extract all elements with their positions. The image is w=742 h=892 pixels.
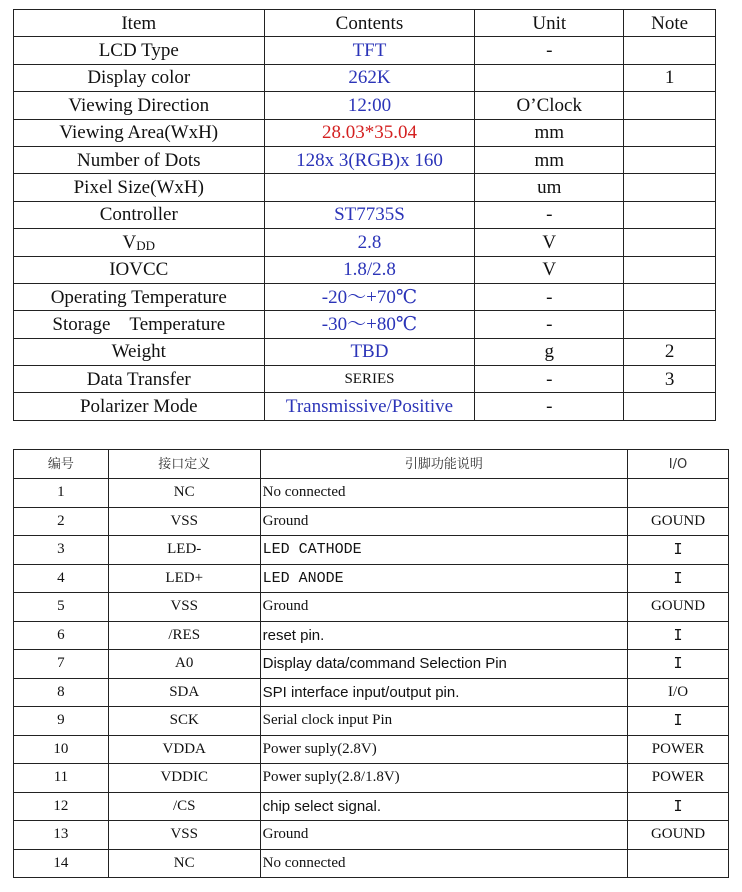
spec-note <box>624 311 716 338</box>
pin-description: Ground <box>260 593 627 622</box>
spec-unit: - <box>475 311 624 338</box>
pin-name: VSS <box>108 821 260 850</box>
pin-number: 13 <box>14 821 109 850</box>
spec-contents: -20～+70℃ <box>264 283 475 310</box>
spec-row <box>14 366 716 393</box>
pin-name: VDDIC <box>108 764 260 793</box>
specification-table <box>13 9 716 421</box>
pin-description: Power suply(2.8/1.8V) <box>260 764 627 793</box>
pin-header-row <box>14 450 729 479</box>
pin-number: 7 <box>14 650 109 679</box>
pin-header-number: 编号 <box>14 450 109 479</box>
pin-row <box>14 536 729 565</box>
pin-row <box>14 507 729 536</box>
pin-name: /CS <box>108 792 260 821</box>
pin-description: Serial clock input Pin <box>260 707 627 736</box>
spec-note <box>624 174 716 201</box>
pin-io: I <box>628 792 729 821</box>
pin-description: LED CATHODE <box>260 536 627 565</box>
spec-header-unit: Unit <box>475 10 624 37</box>
pin-number: 4 <box>14 564 109 593</box>
spec-note: 3 <box>624 366 716 393</box>
spec-note <box>624 229 716 256</box>
spec-contents: TBD <box>264 338 475 365</box>
spec-contents: 262K <box>264 64 475 91</box>
spec-note <box>624 283 716 310</box>
spec-unit: - <box>475 393 624 420</box>
spec-contents: 12:00 <box>264 92 475 119</box>
spec-note <box>624 256 716 283</box>
spec-item: Viewing Direction <box>14 92 265 119</box>
spec-note <box>624 393 716 420</box>
pin-number: 5 <box>14 593 109 622</box>
spec-row <box>14 201 716 228</box>
spec-unit: mm <box>475 146 624 173</box>
pin-name: A0 <box>108 650 260 679</box>
pin-io <box>628 479 729 508</box>
spec-item: Storage Temperature <box>14 311 265 338</box>
pin-row <box>14 564 729 593</box>
spec-item: IOVCC <box>14 256 265 283</box>
pin-row <box>14 678 729 707</box>
pin-name: /RES <box>108 621 260 650</box>
spec-contents: TFT <box>264 37 475 64</box>
spec-row <box>14 283 716 310</box>
pin-number: 11 <box>14 764 109 793</box>
spec-row <box>14 311 716 338</box>
pin-number: 12 <box>14 792 109 821</box>
pin-name: VDDA <box>108 735 260 764</box>
spec-unit: g <box>475 338 624 365</box>
pin-description: No connected <box>260 479 627 508</box>
spec-item: Number of Dots <box>14 146 265 173</box>
spec-unit: V <box>475 256 624 283</box>
spec-item: Viewing Area(WxH) <box>14 119 265 146</box>
spec-item: Polarizer Mode <box>14 393 265 420</box>
pin-number: 1 <box>14 479 109 508</box>
pin-description: Display data/command Selection Pin <box>260 650 627 679</box>
spec-row <box>14 92 716 119</box>
pin-description: reset pin. <box>260 621 627 650</box>
pin-row <box>14 707 729 736</box>
pin-io: I <box>628 536 729 565</box>
pin-name: VSS <box>108 507 260 536</box>
pin-row <box>14 593 729 622</box>
spec-item: Display color <box>14 64 265 91</box>
spec-contents: 128x 3(RGB)x 160 <box>264 146 475 173</box>
spec-item: LCD Type <box>14 37 265 64</box>
pin-assignment-table <box>13 449 729 878</box>
pin-io: POWER <box>628 735 729 764</box>
spec-item-subscript: DD <box>136 237 156 253</box>
spec-note: 2 <box>624 338 716 365</box>
pin-row <box>14 792 729 821</box>
spec-item-main: V <box>122 231 137 253</box>
pin-io: GOUND <box>628 593 729 622</box>
pin-name: SCK <box>108 707 260 736</box>
pin-number: 9 <box>14 707 109 736</box>
pin-io: I <box>628 564 729 593</box>
spec-row <box>14 338 716 365</box>
pin-number: 8 <box>14 678 109 707</box>
spec-contents: Transmissive/Positive <box>264 393 475 420</box>
spec-header-contents: Contents <box>264 10 475 37</box>
pin-io: I <box>628 621 729 650</box>
pin-row <box>14 821 729 850</box>
pin-number: 6 <box>14 621 109 650</box>
pin-row <box>14 621 729 650</box>
pin-io: I <box>628 707 729 736</box>
spec-contents: -30～+80℃ <box>264 311 475 338</box>
spec-row <box>14 393 716 420</box>
spec-note <box>624 201 716 228</box>
spec-row <box>14 64 716 91</box>
pin-header-interface: 接口定义 <box>108 450 260 479</box>
spec-row <box>14 37 716 64</box>
spec-note: 1 <box>624 64 716 91</box>
spec-unit <box>475 64 624 91</box>
spec-header-item: Item <box>14 10 265 37</box>
pin-row <box>14 479 729 508</box>
spec-item: Operating Temperature <box>14 283 265 310</box>
pin-number: 10 <box>14 735 109 764</box>
spec-unit: mm <box>475 119 624 146</box>
spec-contents: 28.03*35.04 <box>264 119 475 146</box>
spec-header-note: Note <box>624 10 716 37</box>
pin-row <box>14 650 729 679</box>
spec-unit: O’Clock <box>475 92 624 119</box>
spec-note <box>624 92 716 119</box>
pin-name: SDA <box>108 678 260 707</box>
spec-note <box>624 119 716 146</box>
spec-contents: 2.8 <box>264 229 475 256</box>
pin-row <box>14 849 729 878</box>
spec-contents <box>264 174 475 201</box>
pin-number: 2 <box>14 507 109 536</box>
pin-header-io: I/O <box>628 450 729 479</box>
spec-row <box>14 256 716 283</box>
pin-description: No connected <box>260 849 627 878</box>
spec-unit: - <box>475 201 624 228</box>
pin-number: 14 <box>14 849 109 878</box>
spec-contents: 1.8/2.8 <box>264 256 475 283</box>
pin-name: VSS <box>108 593 260 622</box>
spec-row <box>14 146 716 173</box>
pin-description: chip select signal. <box>260 792 627 821</box>
pin-description: Ground <box>260 507 627 536</box>
spec-row <box>14 229 716 256</box>
pin-io: GOUND <box>628 821 729 850</box>
spec-item: Weight <box>14 338 265 365</box>
spec-header-row <box>14 10 716 37</box>
pin-io: I <box>628 650 729 679</box>
pin-name: LED- <box>108 536 260 565</box>
pin-row <box>14 764 729 793</box>
pin-io <box>628 849 729 878</box>
pin-header-function: 引脚功能说明 <box>260 450 627 479</box>
pin-description: Ground <box>260 821 627 850</box>
pin-number: 3 <box>14 536 109 565</box>
pin-description: Power suply(2.8V) <box>260 735 627 764</box>
spec-unit: - <box>475 283 624 310</box>
spec-note <box>624 146 716 173</box>
pin-name: NC <box>108 849 260 878</box>
spec-unit: - <box>475 37 624 64</box>
spec-item: Pixel Size(WxH) <box>14 174 265 201</box>
pin-name: NC <box>108 479 260 508</box>
pin-name: LED+ <box>108 564 260 593</box>
pin-io: POWER <box>628 764 729 793</box>
pin-description: LED ANODE <box>260 564 627 593</box>
spec-note <box>624 37 716 64</box>
pin-io: GOUND <box>628 507 729 536</box>
pin-io: I/O <box>628 678 729 707</box>
spec-unit: V <box>475 229 624 256</box>
spec-unit: um <box>475 174 624 201</box>
spec-row <box>14 174 716 201</box>
spec-item: Controller <box>14 201 265 228</box>
spec-item <box>14 229 265 256</box>
spec-item: Data Transfer <box>14 366 265 393</box>
pin-row <box>14 735 729 764</box>
pin-description: SPI interface input/output pin. <box>260 678 627 707</box>
spec-unit: - <box>475 366 624 393</box>
spec-contents: SERIES <box>264 366 475 393</box>
spec-contents: ST7735S <box>264 201 475 228</box>
spec-row <box>14 119 716 146</box>
